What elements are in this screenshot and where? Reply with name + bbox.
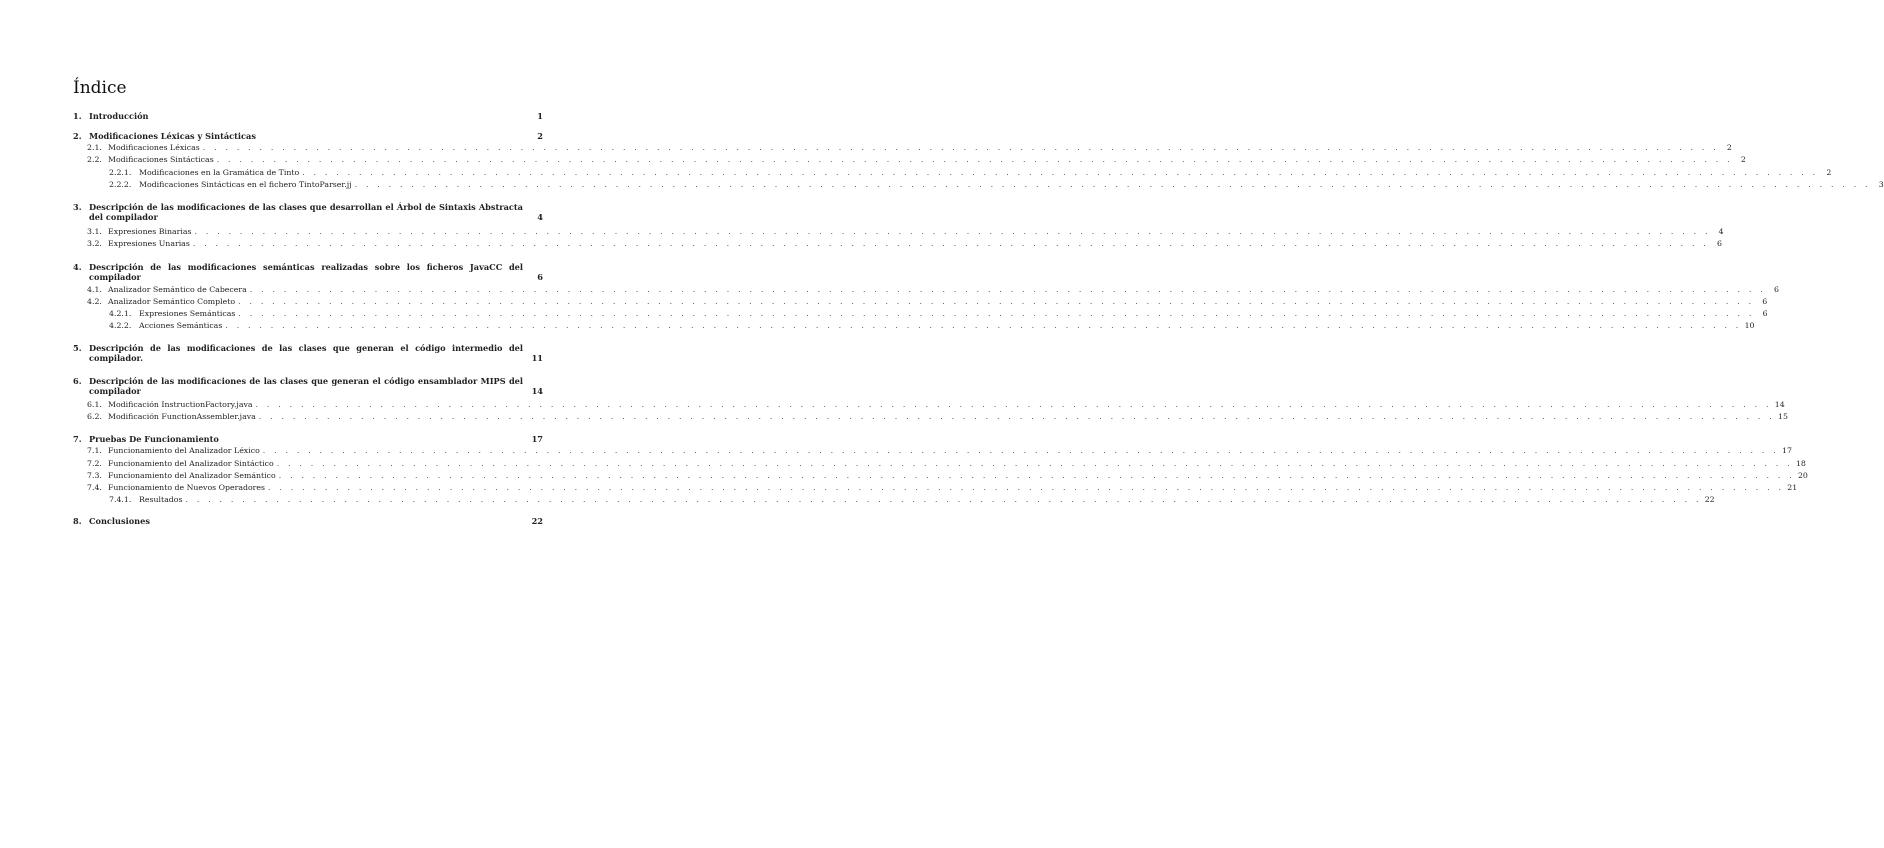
toc-entry-title: Descripción de las modificaciones semánticas realizadas sobre los ficheros JavaCC del compilador [89, 262, 523, 282]
toc-dot-leader [203, 143, 1719, 153]
toc-entry-number: 6.2. [87, 412, 102, 421]
toc-entry-title: Analizador Semántico Completo [108, 297, 236, 306]
toc-entry-page: 2 [1740, 155, 1746, 164]
toc-entry-subsection[interactable] [73, 239, 1722, 249]
page-title: Índice [73, 78, 127, 98]
toc-entry-page: 17 [531, 434, 543, 444]
toc-entry-number: 4.2.2. [109, 321, 132, 330]
toc-dot-leader [185, 495, 1701, 505]
toc-entry-title: Funcionamiento del Analizador Sintáctico [108, 459, 274, 468]
toc-entry-title: Analizador Semántico de Cabecera [108, 285, 247, 294]
toc-entry-title: Introducción [89, 111, 149, 121]
toc-entry-page: 10 [1744, 321, 1755, 330]
toc-entry-section[interactable] [73, 262, 543, 282]
toc-entry-page: 21 [1787, 483, 1798, 492]
toc-entry-number: 6.1. [87, 400, 102, 409]
toc-entry-page: 20 [1797, 471, 1808, 480]
toc-entry-page: 17 [1781, 446, 1792, 455]
toc-dot-leader [238, 309, 1754, 319]
toc-dot-leader [277, 459, 1793, 469]
toc-entry-number: 2.2.1. [109, 168, 132, 177]
toc-entry-number: 7.2. [87, 459, 102, 468]
toc-entry-section[interactable] [73, 376, 543, 396]
toc-entry-subsection[interactable] [73, 459, 1806, 469]
toc-entry-title: Funcionamiento del Analizador Semántico [108, 471, 276, 480]
toc-entry-section[interactable] [73, 111, 543, 121]
toc-entry-number: 3.2. [87, 239, 102, 248]
toc-entry-page: 2 [1826, 168, 1832, 177]
toc-dot-leader [302, 168, 1818, 178]
toc-entry-page: 18 [1795, 459, 1806, 468]
toc-entry-subsection[interactable] [73, 412, 1788, 422]
toc-entry-page: 3 [1878, 180, 1884, 189]
toc-entry-number: 2.1. [87, 143, 102, 152]
toc-entry-page: 6 [1773, 285, 1779, 294]
toc-entry-section[interactable] [73, 343, 543, 363]
toc-dot-leader [256, 400, 1772, 410]
toc-entry-number: 5. [73, 343, 82, 353]
toc-entry-page: 22 [531, 516, 543, 526]
toc-entry-page: 6 [1762, 309, 1768, 318]
toc-entry-number: 7.3. [87, 471, 102, 480]
toc-entry-page: 2 [537, 131, 543, 141]
toc-entry-page: 1 [537, 111, 543, 121]
toc-entry-page: 14 [531, 386, 543, 396]
toc-entry-subsubsection[interactable] [73, 168, 1832, 178]
toc-entry-number: 2.2.2. [109, 180, 132, 189]
toc-entry-subsubsection[interactable] [73, 495, 1715, 505]
toc-entry-title: Expresiones Binarias [108, 227, 192, 236]
toc-entry-page: 6 [1717, 239, 1722, 248]
toc-entry-title: Modificaciones Sintácticas [108, 155, 214, 164]
toc-entry-page: 4 [537, 212, 543, 222]
toc-entry-title: Acciones Semánticas [139, 321, 223, 330]
toc-entry-number: 2. [73, 131, 82, 141]
toc-entry-section[interactable] [73, 202, 543, 222]
toc-entry-title: Expresiones Unarias [108, 239, 190, 248]
toc-entry-page: 14 [1774, 400, 1785, 409]
toc-dot-leader [268, 483, 1784, 493]
toc-entry-title: Descripción de las modificaciones de las clases que generan el código intermedio del compilador. [89, 343, 523, 363]
toc-dot-leader [225, 321, 1741, 331]
toc-entry-number: 4.2. [87, 297, 102, 306]
toc-entry-title: Conclusiones [89, 516, 150, 526]
toc-entry-subsubsection[interactable] [73, 321, 1755, 331]
toc-entry-number: 8. [73, 516, 82, 526]
toc-entry-subsubsection[interactable] [73, 180, 1884, 190]
toc-entry-page: 4 [1718, 227, 1724, 236]
toc-entry-title: Expresiones Semánticas [139, 309, 236, 318]
toc-dot-leader [355, 180, 1871, 190]
toc-entry-subsubsection[interactable] [73, 309, 1768, 319]
toc-entry-page: 15 [1778, 412, 1788, 421]
toc-entry-subsection[interactable] [73, 285, 1779, 295]
toc-dot-leader [263, 446, 1779, 456]
toc-entry-title: Descripción de las modificaciones de las clases que generan el código ensamblador MIPS del compilador [89, 376, 523, 396]
toc-entry-section[interactable] [73, 131, 543, 141]
toc-entry-title: Funcionamiento de Nuevos Operadores [108, 483, 266, 492]
toc-entry-title: Resultados [139, 495, 183, 504]
toc-dot-leader [193, 239, 1709, 249]
toc-entry-number: 1. [73, 111, 82, 121]
toc-entry-number: 7. [73, 434, 82, 444]
toc-entry-title: Modificaciones Sintácticas en el fichero TintoParser.jj [139, 180, 352, 189]
toc-entry-subsection[interactable] [73, 143, 1732, 153]
toc-entry-number: 4. [73, 262, 82, 272]
toc-entry-number: 7.4. [87, 483, 102, 492]
toc-entry-subsection[interactable] [73, 400, 1785, 410]
toc-entry-subsection[interactable] [73, 297, 1768, 307]
toc-entry-subsection[interactable] [73, 483, 1798, 493]
toc-dot-leader [259, 412, 1775, 422]
toc-entry-page: 6 [537, 272, 543, 282]
toc-entry-title: Modificación InstructionFactory.java [108, 400, 253, 409]
toc-entry-page: 22 [1704, 495, 1715, 504]
toc-entry-section[interactable] [73, 516, 543, 526]
toc-entry-title: Modificaciones Léxicas [108, 143, 200, 152]
toc-entry-subsection[interactable] [73, 227, 1724, 237]
toc-dot-leader [250, 285, 1766, 295]
toc-entry-number: 7.4.1. [109, 495, 132, 504]
toc-entry-number: 3.1. [87, 227, 102, 236]
toc-entry-title: Modificaciones en la Gramática de Tinto [139, 168, 300, 177]
toc-entry-number: 6. [73, 376, 82, 386]
toc-dot-leader [279, 471, 1795, 481]
toc-entry-number: 7.1. [87, 446, 102, 455]
toc-entry-title: Modificación FunctionAssembler.java [108, 412, 256, 421]
toc-entry-number: 4.1. [87, 285, 102, 294]
toc-dot-leader [217, 155, 1733, 165]
toc-entry-section[interactable] [73, 434, 543, 444]
toc-entry-subsection[interactable] [73, 155, 1746, 165]
toc-entry-number: 3. [73, 202, 82, 212]
toc-entry-subsection[interactable] [73, 446, 1792, 456]
toc-entry-number: 4.2.1. [109, 309, 132, 318]
toc-entry-title: Funcionamiento del Analizador Léxico [108, 446, 260, 455]
toc-entry-title: Descripción de las modificaciones de las clases que desarrollan el Árbol de Sintaxis Abstracta del compilador [89, 202, 523, 222]
toc-entry-page: 2 [1726, 143, 1732, 152]
toc-entry-page: 11 [531, 353, 543, 363]
toc-entry-number: 2.2. [87, 155, 102, 164]
toc-dot-leader [238, 297, 1754, 307]
toc-entry-subsection[interactable] [73, 471, 1808, 481]
toc-entry-page: 6 [1762, 297, 1768, 306]
toc-dot-leader [195, 227, 1711, 237]
toc-entry-title: Modificaciones Léxicas y Sintácticas [89, 131, 256, 141]
toc-entry-title: Pruebas De Funcionamiento [89, 434, 219, 444]
